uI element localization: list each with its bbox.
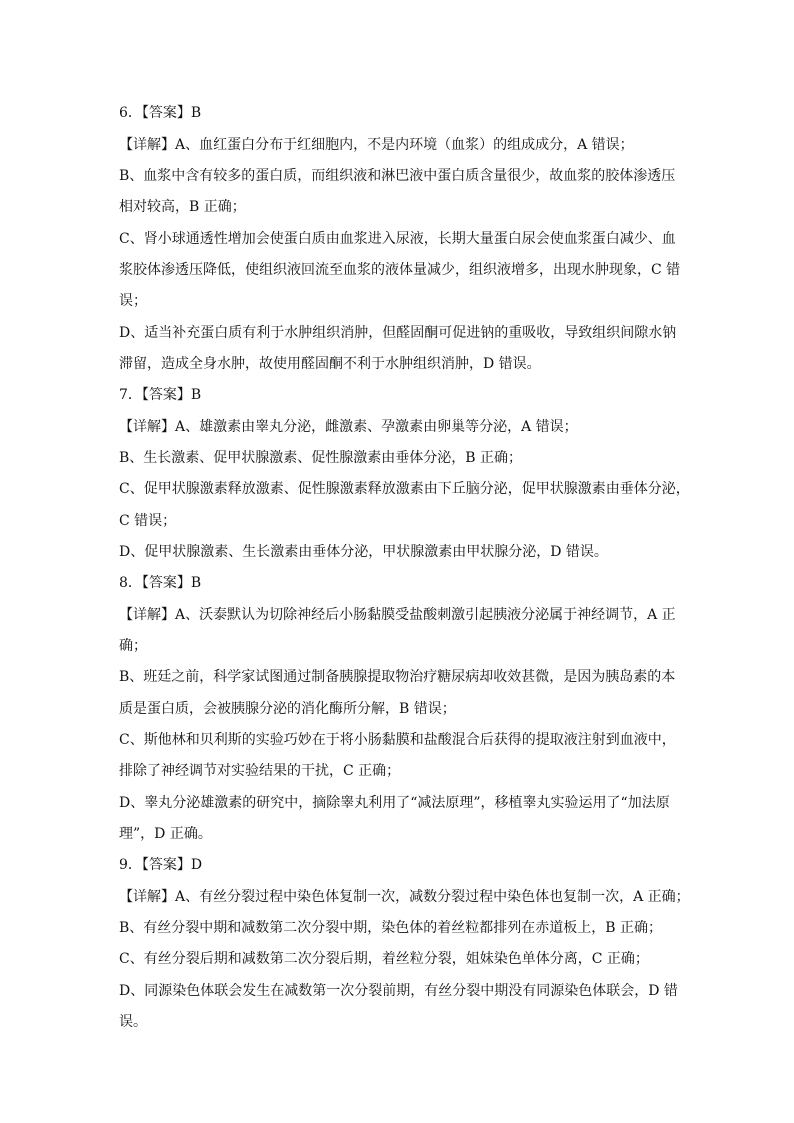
answer-8-heading: 8．【答案】B bbox=[119, 575, 202, 591]
answer-9-detail-a: 【详解】A、有丝分裂过程中染色体复制一次，减数分裂过程中染色体也复制一次，A 正确； bbox=[119, 889, 690, 905]
answer-7-detail-c-cont: C 错误； bbox=[119, 513, 177, 529]
answer-6-heading: 6．【答案】B bbox=[119, 105, 202, 121]
answer-9-detail-b: B、有丝分裂中期和减数第二次分裂中期，染色体的着丝粒都排列在赤道板上，B 正确； bbox=[119, 920, 663, 936]
answer-6-detail-c-cont: 浆胶体渗透压降低，使组织液回流至血浆的液体量减少，组织液增多，出现水肿现象，C 错 bbox=[119, 262, 681, 278]
answer-6-detail-a: 【详解】A、血红蛋白分布于红细胞内，不是内环境（血浆）的组成成分，A 错误； bbox=[119, 137, 634, 153]
answer-6-detail-c: C、肾小球通透性增加会使蛋白质由血浆进入尿液，长期大量蛋白尿会使血浆蛋白减少、血 bbox=[119, 231, 676, 247]
answer-6-detail-b-cont: 相对较高，B 正确； bbox=[119, 199, 246, 215]
answer-6-detail-d: D、适当补充蛋白质有利于水肿组织消肿，但醛固酮可促进钠的重吸收，导致组织间隙水钠 bbox=[119, 325, 677, 341]
answer-8-detail-d-cont: 理”，D 正确。 bbox=[119, 826, 212, 842]
answer-8-detail-b: B、班廷之前，科学家试图通过制备胰腺提取物治疗糖尿病却收效甚微，是因为胰岛素的本 bbox=[119, 669, 676, 685]
answer-9-detail-c: C、有丝分裂后期和减数第二次分裂后期，着丝粒分裂，姐妹染色单体分离，C 正确； bbox=[119, 951, 649, 967]
answer-6-detail-b: B、血浆中含有较多的蛋白质，而组织液和淋巴液中蛋白质含量很少，故血浆的胶体渗透压 bbox=[119, 168, 676, 184]
answer-8-detail-d: D、睾丸分泌雄激素的研究中，摘除睾丸利用了“减法原理”，移植睾丸实验运用了“加法原 bbox=[119, 795, 670, 811]
answer-8-detail-c-cont: 排除了神经调节对实验结果的干扰，C 正确； bbox=[119, 763, 401, 779]
answer-8-detail-b-cont: 质是蛋白质，会被胰腺分泌的消化酶所分解，B 错误； bbox=[119, 701, 456, 717]
answer-8-detail-a-cont: 确； bbox=[119, 638, 147, 654]
answer-7-heading: 7．【答案】B bbox=[119, 387, 202, 403]
answer-8-detail-a: 【详解】A、沃泰默认为切除神经后小肠黏膜受盐酸刺激引起胰液分泌属于神经调节，A 正 bbox=[119, 607, 676, 623]
answer-9-detail-d-cont: 误。 bbox=[119, 1014, 147, 1030]
answer-7-detail-a: 【详解】A、雄激素由睾丸分泌，雌激素、孕激素由卵巢等分泌，A 错误； bbox=[119, 419, 578, 435]
answer-7-detail-c: C、促甲状腺激素释放激素、促性腺激素释放激素由下丘脑分泌，促甲状腺激素由垂体分泌， bbox=[119, 481, 690, 497]
answer-9-heading: 9．【答案】D bbox=[119, 857, 203, 873]
answer-6-detail-c-end: 误； bbox=[119, 293, 147, 309]
answer-7-detail-d: D、促甲状腺激素、生长激素由垂体分泌，甲状腺激素由甲状腺分泌，D 错误。 bbox=[119, 544, 608, 560]
answer-6-detail-d-cont: 滞留，造成全身水肿，故使用醛固酮不利于水肿组织消肿，D 错误。 bbox=[119, 356, 541, 372]
answer-9-detail-d: D、同源染色体联会发生在减数第一次分裂前期，有丝分裂中期没有同源染色体联会，D 错 bbox=[119, 983, 678, 999]
answer-7-detail-b: B、生长激素、促甲状腺激素、促性腺激素由垂体分泌，B 正确； bbox=[119, 450, 523, 466]
answer-8-detail-c: C、斯他林和贝利斯的实验巧妙在于将小肠黏膜和盐酸混合后获得的提取液注射到血液中， bbox=[119, 732, 676, 748]
